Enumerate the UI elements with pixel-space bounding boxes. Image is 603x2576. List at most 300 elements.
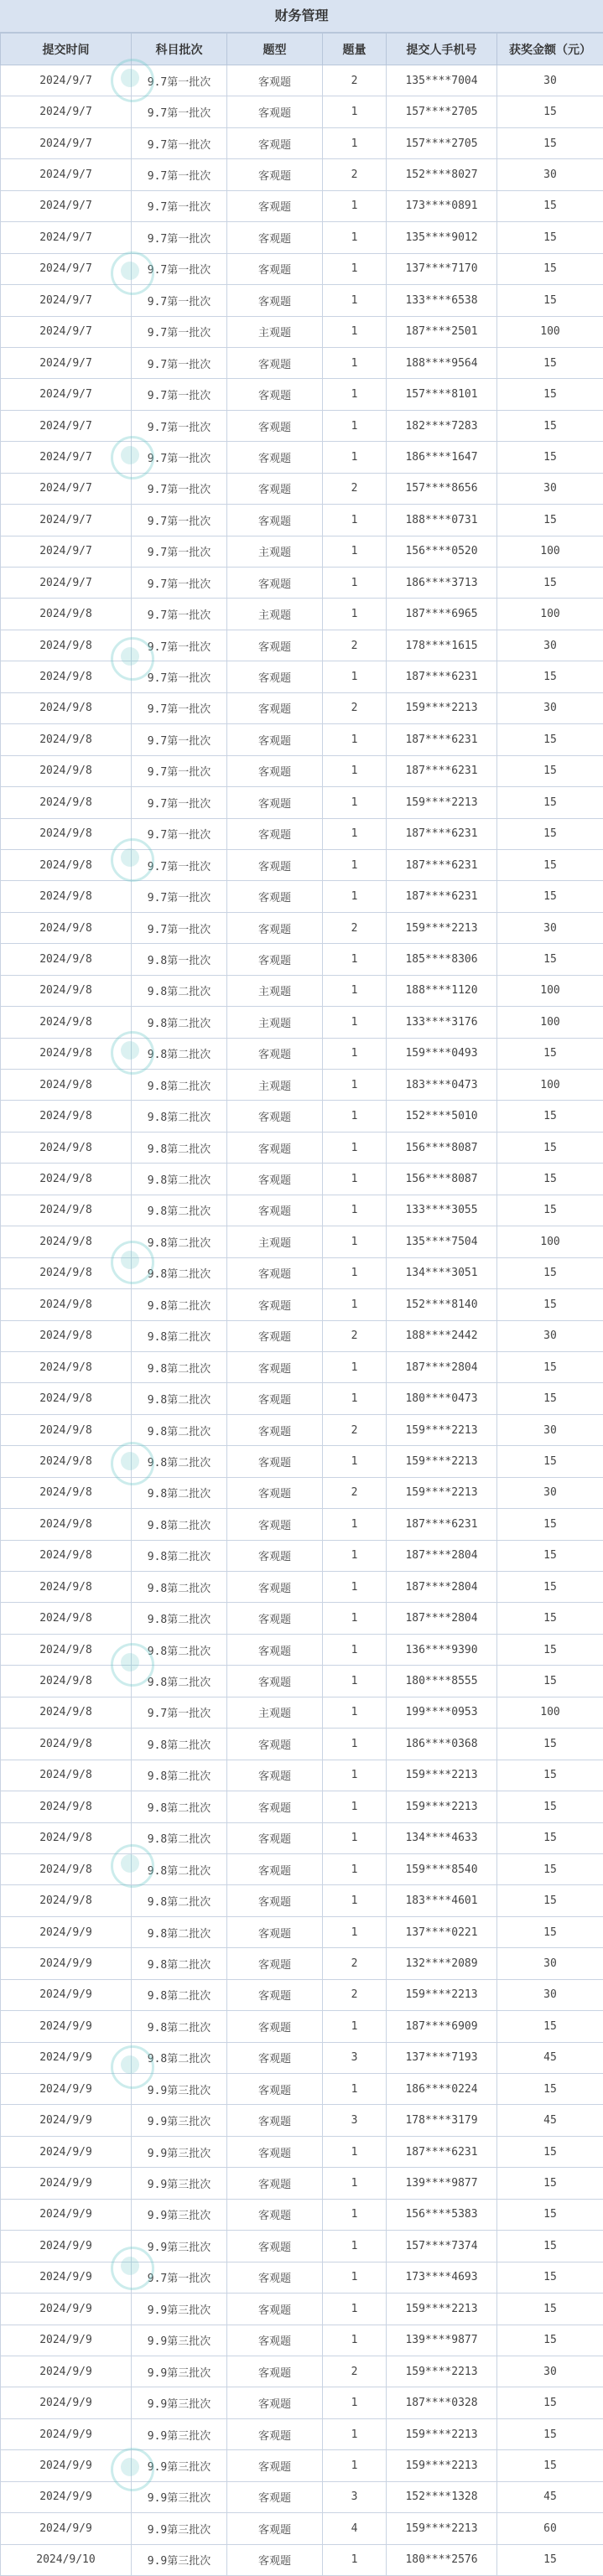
cell-batch: 9.7第一批次 [132,316,227,347]
cell-question-type: 客观题 [227,1791,323,1822]
cell-question-type: 主观题 [227,975,323,1006]
cell-reward: 15 [497,755,603,786]
cell-batch: 9.9第三批次 [132,2544,227,2575]
cell-submit-time: 2024/9/8 [1,944,132,975]
cell-question-type: 主观题 [227,1070,323,1101]
cell-reward: 15 [497,253,603,284]
cell-batch: 9.7第一批次 [132,285,227,316]
cell-question-type: 客观题 [227,944,323,975]
cell-question-type: 客观题 [227,442,323,473]
cell-reward: 15 [497,1791,603,1822]
cell-submit-time: 2024/9/8 [1,1414,132,1445]
cell-submit-time: 2024/9/8 [1,881,132,912]
cell-batch: 9.8第二批次 [132,2042,227,2073]
table-row [1,65,603,96]
cell-reward: 30 [497,912,603,943]
cell-batch: 9.8第二批次 [132,1164,227,1195]
cell-batch: 9.8第二批次 [132,1477,227,1508]
cell-batch: 9.7第一批次 [132,253,227,284]
cell-submit-time: 2024/9/8 [1,1634,132,1665]
cell-question-count: 2 [323,912,387,943]
table-row [1,1257,603,1288]
cell-question-type: 客观题 [227,1414,323,1445]
table-row [1,2168,603,2199]
sheet-title: 财务管理 [0,0,603,33]
cell-reward: 15 [497,1351,603,1382]
cell-question-count: 1 [323,1101,387,1132]
cell-submit-time: 2024/9/7 [1,379,132,410]
cell-phone: 187****6231 [387,724,497,755]
cell-phone: 187****2804 [387,1572,497,1603]
cell-reward: 15 [497,849,603,880]
table-row [1,536,603,567]
table-row [1,2450,603,2481]
cell-question-count: 1 [323,724,387,755]
cell-question-type: 客观题 [227,2481,323,2512]
cell-batch: 9.7第一批次 [132,442,227,473]
cell-question-type: 客观题 [227,2074,323,2105]
rewards-table [0,33,603,2576]
cell-question-type: 客观题 [227,2450,323,2481]
cell-question-type: 主观题 [227,1007,323,1038]
table-row [1,1634,603,1665]
cell-phone: 159****8540 [387,1853,497,1884]
table-row [1,505,603,536]
cell-question-type: 客观题 [227,1979,323,2010]
cell-batch: 9.8第二批次 [132,1101,227,1132]
table-row [1,630,603,661]
cell-phone: 187****6231 [387,1509,497,1540]
cell-batch: 9.9第三批次 [132,2387,227,2418]
table-row [1,1289,603,1320]
cell-question-type: 客观题 [227,661,323,692]
table-row [1,1226,603,1257]
cell-batch: 9.7第一批次 [132,190,227,221]
header-phone: 提交人手机号 [387,34,497,65]
cell-submit-time: 2024/9/8 [1,1038,132,1069]
table-row [1,253,603,284]
cell-question-count: 1 [323,1226,387,1257]
cell-phone: 156****5383 [387,2199,497,2230]
table-row [1,2042,603,2073]
cell-submit-time: 2024/9/8 [1,818,132,849]
cell-batch: 9.7第一批次 [132,849,227,880]
cell-question-count: 1 [323,1603,387,1634]
cell-submit-time: 2024/9/8 [1,1853,132,1884]
cell-question-type: 主观题 [227,316,323,347]
cell-submit-time: 2024/9/9 [1,2387,132,2418]
cell-question-count: 1 [323,2387,387,2418]
cell-question-type: 客观题 [227,1101,323,1132]
cell-question-type: 客观题 [227,1289,323,1320]
cell-batch: 9.9第三批次 [132,2513,227,2544]
cell-phone: 156****0520 [387,536,497,567]
table-row [1,1666,603,1697]
cell-question-count: 1 [323,1666,387,1697]
cell-question-count: 1 [323,1697,387,1728]
table-row [1,1540,603,1571]
cell-batch: 9.7第一批次 [132,505,227,536]
cell-reward: 15 [497,1916,603,1947]
cell-question-count: 1 [323,253,387,284]
cell-question-type: 主观题 [227,1226,323,1257]
table-row [1,2356,603,2387]
cell-batch: 9.8第二批次 [132,1195,227,1226]
cell-reward: 15 [497,2168,603,2199]
cell-batch: 9.8第二批次 [132,1070,227,1101]
cell-batch: 9.9第三批次 [132,2418,227,2449]
cell-phone: 178****1615 [387,630,497,661]
cell-phone: 187****6231 [387,661,497,692]
cell-batch: 9.9第三批次 [132,2168,227,2199]
cell-phone: 187****6231 [387,849,497,880]
cell-phone: 180****8555 [387,1666,497,1697]
cell-reward: 15 [497,2074,603,2105]
cell-batch: 9.7第一批次 [132,159,227,190]
cell-submit-time: 2024/9/8 [1,1822,132,1853]
cell-submit-time: 2024/9/8 [1,975,132,1006]
cell-reward: 15 [497,1101,603,1132]
cell-question-count: 1 [323,818,387,849]
header-reward: 获奖金额（元） [497,34,603,65]
cell-reward: 30 [497,1948,603,1979]
cell-batch: 9.7第一批次 [132,787,227,818]
table-row [1,442,603,473]
cell-question-type: 客观题 [227,1257,323,1288]
cell-batch: 9.7第一批次 [132,473,227,504]
cell-phone: 152****1328 [387,2481,497,2512]
cell-question-count: 1 [323,222,387,253]
cell-batch: 9.8第一批次 [132,944,227,975]
cell-submit-time: 2024/9/9 [1,2011,132,2042]
cell-batch: 9.8第二批次 [132,1257,227,1288]
cell-phone: 186****3713 [387,568,497,599]
cell-question-type: 客观题 [227,2231,323,2262]
cell-question-count: 1 [323,1289,387,1320]
cell-batch: 9.8第二批次 [132,1446,227,1477]
cell-question-type: 客观题 [227,1132,323,1163]
cell-submit-time: 2024/9/8 [1,1509,132,1540]
cell-question-count: 1 [323,1351,387,1382]
cell-submit-time: 2024/9/8 [1,1666,132,1697]
cell-phone: 187****6231 [387,2136,497,2167]
table-row [1,818,603,849]
cell-phone: 159****0493 [387,1038,497,1069]
cell-phone: 137****7170 [387,253,497,284]
table-row [1,1885,603,1916]
cell-question-type: 客观题 [227,1760,323,1791]
cell-phone: 187****6965 [387,599,497,630]
cell-submit-time: 2024/9/9 [1,2418,132,2449]
cell-submit-time: 2024/9/7 [1,442,132,473]
cell-question-type: 客观题 [227,2325,323,2356]
cell-phone: 159****2213 [387,2418,497,2449]
cell-question-type: 客观题 [227,2294,323,2325]
table-row [1,96,603,127]
cell-reward: 30 [497,692,603,723]
cell-submit-time: 2024/9/9 [1,2074,132,2105]
cell-question-type: 客观题 [227,1634,323,1665]
cell-batch: 9.8第二批次 [132,1791,227,1822]
cell-reward: 15 [497,818,603,849]
cell-question-type: 客观题 [227,505,323,536]
cell-reward: 15 [497,222,603,253]
cell-reward: 15 [497,2199,603,2230]
table-row [1,1007,603,1038]
table-row [1,1351,603,1382]
cell-phone: 159****2213 [387,2356,497,2387]
cell-batch: 9.8第二批次 [132,1853,227,1884]
table-row [1,2074,603,2105]
cell-reward: 15 [497,1885,603,1916]
cell-submit-time: 2024/9/8 [1,1164,132,1195]
cell-submit-time: 2024/9/8 [1,692,132,723]
cell-reward: 15 [497,442,603,473]
cell-phone: 187****6231 [387,881,497,912]
cell-batch: 9.7第一批次 [132,630,227,661]
cell-submit-time: 2024/9/9 [1,2450,132,2481]
cell-phone: 188****0731 [387,505,497,536]
cell-submit-time: 2024/9/8 [1,1132,132,1163]
cell-reward: 15 [497,881,603,912]
cell-question-type: 客观题 [227,2105,323,2136]
cell-reward: 15 [497,2325,603,2356]
cell-reward: 30 [497,473,603,504]
cell-question-count: 1 [323,1634,387,1665]
cell-reward: 15 [497,1540,603,1571]
cell-submit-time: 2024/9/8 [1,1257,132,1288]
cell-reward: 15 [497,568,603,599]
cell-phone: 133****3176 [387,1007,497,1038]
cell-phone: 185****8306 [387,944,497,975]
cell-reward: 30 [497,630,603,661]
cell-reward: 15 [497,1853,603,1884]
cell-reward: 15 [497,2294,603,2325]
cell-question-count: 1 [323,536,387,567]
cell-reward: 15 [497,410,603,441]
table-row [1,379,603,410]
cell-submit-time: 2024/9/9 [1,2136,132,2167]
cell-reward: 45 [497,2105,603,2136]
cell-question-type: 客观题 [227,1666,323,1697]
cell-question-count: 1 [323,2418,387,2449]
cell-phone: 157****8101 [387,379,497,410]
table-row [1,2513,603,2544]
cell-phone: 159****2213 [387,1477,497,1508]
cell-phone: 159****2213 [387,1979,497,2010]
cell-phone: 187****6909 [387,2011,497,2042]
cell-phone: 187****2804 [387,1603,497,1634]
cell-phone: 187****2804 [387,1540,497,1571]
cell-phone: 159****2213 [387,912,497,943]
cell-question-type: 客观题 [227,1477,323,1508]
cell-batch: 9.9第三批次 [132,2356,227,2387]
cell-question-type: 客观题 [227,2199,323,2230]
cell-phone: 188****1120 [387,975,497,1006]
cell-reward: 15 [497,2544,603,2575]
table-row [1,1853,603,1884]
cell-submit-time: 2024/9/8 [1,1289,132,1320]
cell-question-count: 1 [323,2168,387,2199]
table-row [1,1446,603,1477]
table-row [1,2481,603,2512]
cell-submit-time: 2024/9/7 [1,568,132,599]
table-row [1,2231,603,2262]
cell-question-count: 1 [323,787,387,818]
cell-batch: 9.8第二批次 [132,1007,227,1038]
table-row [1,1320,603,1351]
cell-question-type: 客观题 [227,1853,323,1884]
cell-phone: 180****0473 [387,1383,497,1414]
cell-question-type: 客观题 [227,2042,323,2073]
cell-batch: 9.8第二批次 [132,1729,227,1760]
cell-batch: 9.7第一批次 [132,536,227,567]
cell-question-count: 1 [323,2450,387,2481]
cell-batch: 9.8第二批次 [132,1666,227,1697]
cell-phone: 152****8140 [387,1289,497,1320]
cell-submit-time: 2024/9/8 [1,630,132,661]
cell-reward: 15 [497,2231,603,2262]
cell-submit-time: 2024/9/8 [1,599,132,630]
cell-question-count: 1 [323,1885,387,1916]
cell-question-count: 1 [323,975,387,1006]
cell-submit-time: 2024/9/9 [1,2168,132,2199]
cell-question-count: 3 [323,2481,387,2512]
table-row [1,2262,603,2293]
cell-batch: 9.9第三批次 [132,2199,227,2230]
cell-question-count: 1 [323,1916,387,1947]
cell-reward: 100 [497,599,603,630]
cell-submit-time: 2024/9/8 [1,787,132,818]
table-row [1,1477,603,1508]
cell-question-count: 3 [323,2042,387,2073]
cell-batch: 9.7第一批次 [132,724,227,755]
table-row [1,1509,603,1540]
cell-question-count: 2 [323,65,387,96]
cell-question-count: 1 [323,881,387,912]
cell-question-count: 1 [323,1446,387,1477]
cell-question-count: 1 [323,2325,387,2356]
cell-question-count: 1 [323,442,387,473]
cell-submit-time: 2024/9/8 [1,1320,132,1351]
cell-phone: 156****8087 [387,1132,497,1163]
cell-reward: 15 [497,1038,603,1069]
cell-reward: 15 [497,1257,603,1288]
cell-reward: 15 [497,1603,603,1634]
cell-phone: 159****2213 [387,2450,497,2481]
cell-question-count: 1 [323,661,387,692]
cell-phone: 187****2501 [387,316,497,347]
cell-batch: 9.8第二批次 [132,1320,227,1351]
cell-question-type: 客观题 [227,1540,323,1571]
cell-submit-time: 2024/9/8 [1,1351,132,1382]
cell-submit-time: 2024/9/7 [1,159,132,190]
table-row [1,599,603,630]
cell-phone: 159****2213 [387,1446,497,1477]
cell-question-type: 客观题 [227,253,323,284]
cell-question-type: 客观题 [227,568,323,599]
cell-batch: 9.8第二批次 [132,1916,227,1947]
cell-submit-time: 2024/9/7 [1,347,132,378]
cell-phone: 186****0224 [387,2074,497,2105]
cell-reward: 100 [497,975,603,1006]
cell-submit-time: 2024/9/8 [1,1603,132,1634]
cell-phone: 187****2804 [387,1351,497,1382]
cell-question-type: 客观题 [227,222,323,253]
table-row [1,410,603,441]
cell-question-type: 客观题 [227,630,323,661]
cell-question-type: 客观题 [227,190,323,221]
header-batch: 科目批次 [132,34,227,65]
table-row [1,1195,603,1226]
table-row [1,755,603,786]
cell-batch: 9.9第三批次 [132,2231,227,2262]
cell-phone: 157****8656 [387,473,497,504]
cell-submit-time: 2024/9/8 [1,1007,132,1038]
cell-submit-time: 2024/9/7 [1,536,132,567]
cell-batch: 9.7第一批次 [132,1697,227,1728]
cell-reward: 45 [497,2481,603,2512]
cell-submit-time: 2024/9/9 [1,2199,132,2230]
table-row [1,1070,603,1101]
cell-question-count: 1 [323,849,387,880]
cell-question-type: 客观题 [227,818,323,849]
cell-question-type: 客观题 [227,755,323,786]
cell-batch: 9.9第三批次 [132,2074,227,2105]
cell-question-count: 1 [323,1540,387,1571]
cell-question-type: 客观题 [227,1164,323,1195]
table-row [1,316,603,347]
table-row [1,127,603,158]
cell-question-type: 客观题 [227,881,323,912]
cell-question-count: 1 [323,2262,387,2293]
cell-question-type: 客观题 [227,1729,323,1760]
cell-question-count: 1 [323,1383,387,1414]
cell-reward: 15 [497,1132,603,1163]
cell-question-count: 1 [323,190,387,221]
cell-reward: 30 [497,1979,603,2010]
table-row [1,1164,603,1195]
cell-batch: 9.7第一批次 [132,912,227,943]
cell-phone: 152****8027 [387,159,497,190]
cell-question-count: 2 [323,692,387,723]
cell-submit-time: 2024/9/8 [1,1226,132,1257]
cell-phone: 135****9012 [387,222,497,253]
table-row [1,2387,603,2418]
cell-reward: 15 [497,1666,603,1697]
cell-batch: 9.7第一批次 [132,818,227,849]
cell-phone: 159****2213 [387,787,497,818]
cell-batch: 9.8第二批次 [132,1509,227,1540]
cell-question-count: 2 [323,473,387,504]
cell-submit-time: 2024/9/8 [1,1540,132,1571]
cell-submit-time: 2024/9/9 [1,1948,132,1979]
cell-question-type: 客观题 [227,2387,323,2418]
cell-reward: 15 [497,1383,603,1414]
table-body [1,65,603,2576]
cell-question-count: 2 [323,159,387,190]
cell-batch: 9.7第一批次 [132,599,227,630]
cell-question-count: 1 [323,1853,387,1884]
cell-question-count: 1 [323,2074,387,2105]
cell-reward: 100 [497,1070,603,1101]
cell-submit-time: 2024/9/7 [1,190,132,221]
table-row [1,1038,603,1069]
cell-submit-time: 2024/9/9 [1,2042,132,2073]
cell-phone: 133****6538 [387,285,497,316]
cell-question-type: 客观题 [227,1885,323,1916]
cell-question-count: 1 [323,1038,387,1069]
